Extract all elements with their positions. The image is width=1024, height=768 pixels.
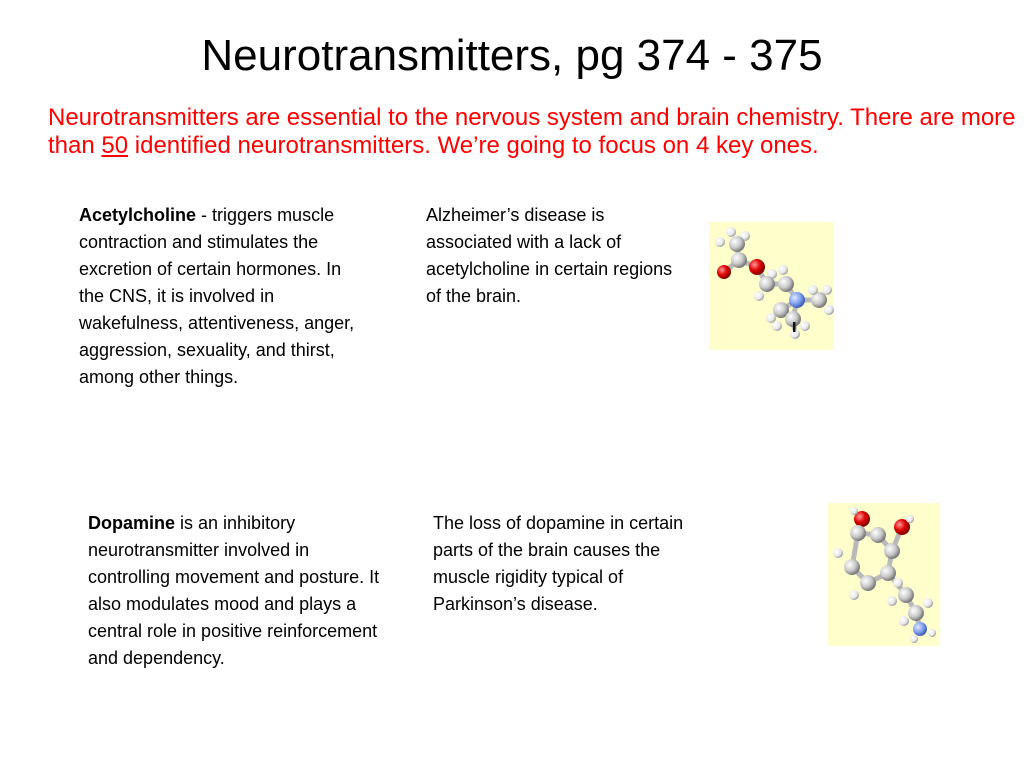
acetylcholine-molecule-drawing bbox=[709, 222, 834, 350]
parkinsons-note: The loss of dopamine in certain parts of the brain causes the muscle rigidity typical of Parkinson’s disease. bbox=[433, 513, 684, 614]
neurotransmitter-count: 50 bbox=[101, 132, 129, 159]
slide-title: Neurotransmitters, pg 374 - 375 bbox=[201, 31, 823, 80]
acetylcholine-molecule-image bbox=[709, 222, 834, 350]
intro-text-end: identified neurotransmitters. We’re going to focus on 4 key ones. bbox=[128, 132, 819, 159]
dopamine-description bbox=[88, 510, 382, 672]
dopamine-molecule-image bbox=[828, 503, 940, 646]
acetylcholine-term: Acetylcholine bbox=[79, 205, 197, 225]
dopamine-definition: is an inhibitory neurotransmitter involved in controlling movement and posture. It also modulates mood and plays a central role in positive reinforcement and dependency. bbox=[88, 513, 380, 668]
acetylcholine-description bbox=[79, 202, 371, 391]
intro-text-start: Neurotransmitters are essential to the nervous system and brain chemistry. There are more than bbox=[48, 104, 1016, 159]
acetylcholine-definition: - triggers muscle contraction and stimulates the excretion of certain hormones. In the CNS, it is involved in wakefulness, attentiveness, anger, aggression, sexuality, and thirst, among other things. bbox=[79, 205, 355, 387]
dopamine-molecule-drawing bbox=[828, 503, 940, 646]
intro-paragraph bbox=[48, 104, 1018, 160]
alzheimers-note: Alzheimer’s disease is associated with a lack of acetylcholine in certain regions of the brain. bbox=[426, 205, 673, 306]
dopamine-term: Dopamine bbox=[88, 513, 176, 533]
